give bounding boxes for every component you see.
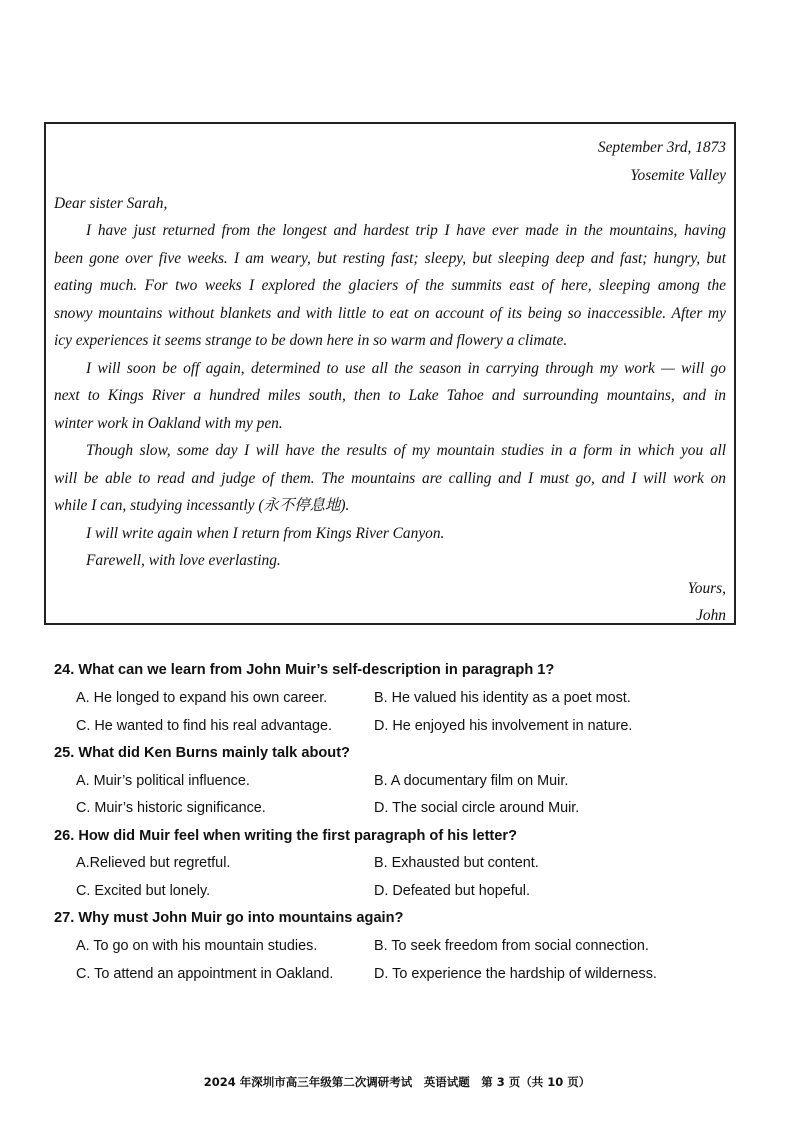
letter-paragraph-5: Farewell, with love everlasting. (86, 552, 281, 569)
question-24-option-c: C. He wanted to find his real advantage. (76, 718, 332, 734)
question-27-option-a: A. To go on with his mountain studies. (76, 938, 318, 954)
letter-paragraph-1-line: been gone over five weeks. I am weary, but resting fast; sleepy, but sleeping deep and fast; hungry, but (54, 250, 726, 267)
letter-paragraph-4: I will write again when I return from Kings River Canyon. (86, 525, 445, 542)
question-27-option-d: D. To experience the hardship of wilderness. (374, 966, 657, 982)
question-24-option-b: B. He valued his identity as a poet most. (374, 690, 631, 706)
letter-date: September 3rd, 1873 (597, 139, 726, 156)
letter-signature: John (696, 607, 726, 624)
question-25-option-b: B. A documentary film on Muir. (374, 773, 569, 789)
question-26-option-d: D. Defeated but hopeful. (374, 883, 531, 899)
letter-paragraph-3-line: while I can, studying incessantly (永不停息地). (54, 497, 350, 514)
page-footer: 2024 年深圳市高三年级第二次调研考试 英语试题 第 3 页（共 10 页） (203, 1075, 591, 1089)
letter-paragraph-2-line: winter work in Oakland with my pen. (54, 415, 283, 432)
letter-box (44, 122, 736, 625)
letter-closing: Yours, (687, 580, 726, 597)
letter-paragraph-2-line: I will soon be off again, determined to use all the season in carrying through my work — will go (86, 360, 726, 377)
question-27-stem: 27. Why must John Muir go into mountains again? (54, 910, 404, 926)
question-25-option-d: D. The social circle around Muir. (374, 800, 580, 816)
question-26-option-b: B. Exhausted but content. (374, 855, 539, 871)
question-26-stem: 26. How did Muir feel when writing the first paragraph of his letter? (54, 828, 517, 844)
letter-paragraph-3-line: will be able to read and judge of them. The mountains are calling and I must go, and I will work on (54, 470, 726, 487)
letter-paragraph-1-line: I have just returned from the longest and hardest trip I have ever made in the mountains, having (86, 222, 726, 239)
letter-paragraph-1-line: icy experiences it seems strange to be down here in so warm and flowery a climate. (54, 332, 568, 349)
letter-paragraph-3-line: Though slow, some day I will have the results of my mountain studies in a form in which you all (86, 442, 726, 459)
letter-paragraph-2-line: next to Kings River a hundred miles south, then to Lake Tahoe and surrounding mountains, and in (54, 387, 726, 404)
question-24-option-a: A. He longed to expand his own career. (76, 690, 328, 706)
letter-greeting: Dear sister Sarah, (54, 195, 168, 212)
question-24-stem: 24. What can we learn from John Muir’s self-description in paragraph 1? (54, 662, 555, 678)
letter-paragraph-1-line: snowy mountains without blankets and with little to eat on account of its being so inaccessible. After my (54, 305, 726, 322)
question-27-option-b: B. To seek freedom from social connection. (374, 938, 649, 954)
question-26-option-c: C. Excited but lonely. (76, 883, 211, 899)
question-24-option-d: D. He enjoyed his involvement in nature. (374, 718, 633, 734)
question-25-stem: 25. What did Ken Burns mainly talk about? (54, 745, 350, 761)
question-25-option-c: C. Muir’s historic significance. (76, 800, 266, 816)
letter-paragraph-1-line: eating much. For two weeks I explored the glaciers of the summits east of here, sleeping among the (54, 277, 726, 294)
letter-place: Yosemite Valley (630, 167, 726, 184)
question-27-option-c: C. To attend an appointment in Oakland. (76, 966, 334, 982)
question-25-option-a: A. Muir’s political influence. (76, 773, 250, 789)
question-26-option-a: A.Relieved but regretful. (76, 855, 231, 871)
